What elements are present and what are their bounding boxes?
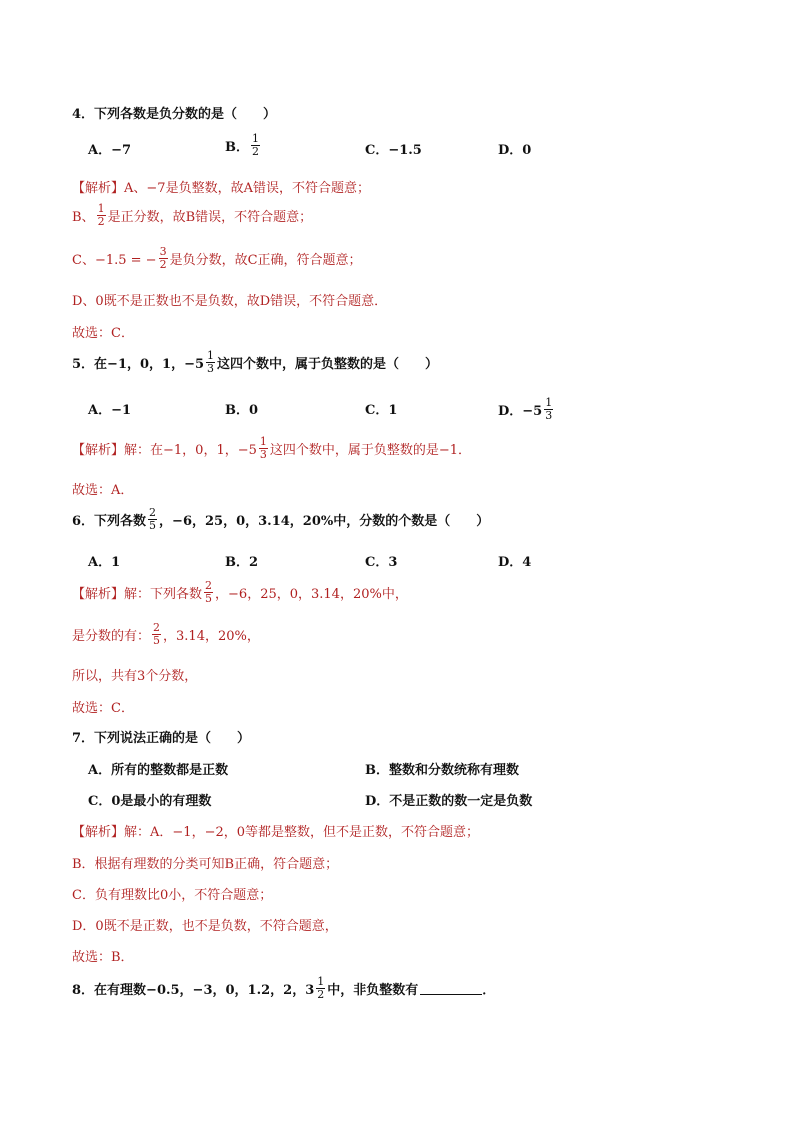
q7-option-d: D．不是正数的数一定是负数	[365, 794, 533, 809]
solution-tag: 【解析】	[72, 443, 125, 458]
q5-option-d	[498, 397, 555, 422]
q6-option-b: B．2	[225, 555, 259, 570]
numerator: 2	[205, 579, 213, 592]
denominator: 2	[252, 145, 259, 158]
q5-option-b: B．0	[225, 403, 259, 418]
q7-option-a: A．所有的整数都是正数	[88, 763, 229, 778]
numerator: 1	[317, 975, 325, 988]
denominator: 5	[205, 592, 213, 605]
denominator: 2	[97, 215, 105, 228]
fraction	[259, 436, 268, 461]
solution-text: ，−6，25，0，3.14，20%中，	[215, 587, 408, 602]
fraction	[204, 580, 213, 605]
solution-text: A、−7是负整数，故A错误，不符合题意；	[124, 181, 370, 196]
numerator: 3	[159, 245, 167, 258]
q5-answer: 故选：A．	[72, 483, 134, 498]
question-8-stem	[72, 976, 495, 1001]
q7-solution-line-1	[72, 821, 479, 840]
fraction	[148, 507, 157, 532]
q6-answer: 故选：C．	[72, 701, 134, 716]
solution-text: 是负分数，故C正确，符合题意；	[169, 253, 362, 268]
question-7-stem: 7．下列说法正确的是（ ）	[72, 731, 251, 746]
stem-text: 6．下列各数	[72, 514, 147, 529]
numerator: 1	[97, 202, 105, 215]
q6-option-d: D．4	[498, 555, 532, 570]
numerator: 2	[149, 506, 157, 519]
q5-option-a: A．−1	[88, 403, 132, 418]
solution-text: ，3.14，20%，	[163, 629, 260, 644]
fraction	[544, 397, 553, 422]
question-4-stem: 4．下列各数是负分数的是（ ）	[72, 107, 277, 122]
question-5-stem	[72, 350, 438, 375]
answer-blank[interactable]	[420, 982, 482, 995]
numerator: 1	[259, 435, 267, 448]
fraction	[251, 133, 260, 158]
q4-option-b-label: B．	[225, 140, 249, 155]
fraction	[159, 246, 168, 271]
q4-solution-line-2	[72, 203, 312, 228]
stem-text: 这四个数中，属于负整数的是（ ）	[217, 357, 439, 372]
solution-text: 是正分数，故B错误，不符合题意；	[107, 210, 313, 225]
solution-tag: 【解析】	[72, 825, 125, 840]
q4-option-d: D．0	[498, 143, 532, 158]
solution-text: 解：下列各数	[124, 587, 203, 602]
q5-solution-line-1	[72, 436, 471, 461]
solution-text: C、−1.5 = −	[72, 253, 157, 268]
denominator: 3	[545, 409, 553, 422]
fraction	[152, 622, 161, 647]
q4-option-b	[225, 133, 262, 158]
q7-answer: 故选：B．	[72, 950, 134, 965]
numerator: 2	[153, 621, 161, 634]
q6-solution-line-2	[72, 622, 260, 647]
q6-option-a: A．1	[88, 555, 121, 570]
denominator: 5	[149, 519, 157, 532]
q7-solution-line-2: B．根据有理数的分类可知B正确，符合题意；	[72, 857, 339, 872]
solution-tag: 【解析】	[72, 181, 125, 196]
denominator: 2	[317, 988, 325, 1001]
q7-solution-line-3: C．负有理数比0小，不符合题意；	[72, 888, 273, 903]
stem-text: 5．在−1，0，1，−5	[72, 357, 205, 372]
q4-solution-line-3	[72, 246, 362, 271]
q7-option-c: C．0是最小的有理数	[88, 794, 212, 809]
solution-text: 是分数的有：	[72, 629, 151, 644]
q7-option-b: B．整数和分数统称有理数	[365, 763, 519, 778]
q5-option-d-label: D．−5	[498, 404, 543, 419]
q5-option-c: C．1	[365, 403, 398, 418]
q4-answer: 故选：C．	[72, 326, 134, 341]
solution-text: 解：在−1，0，1，−5	[124, 443, 257, 458]
denominator: 5	[153, 634, 161, 647]
fraction	[206, 350, 215, 375]
q6-solution-line-3: 所以，共有3个分数，	[72, 669, 198, 684]
q4-solution-line-1	[72, 177, 370, 196]
q4-option-a: A．−7	[88, 143, 132, 158]
stem-text: 8．在有理数−0.5，−3，0，1.2，2，3	[72, 983, 315, 998]
denominator: 2	[159, 258, 167, 271]
solution-text: 这四个数中，属于负整数的是−1．	[269, 443, 472, 458]
q4-option-c: C．−1.5	[365, 143, 422, 158]
denominator: 3	[207, 362, 215, 375]
stem-text: ，−6，25，0，3.14，20%中，分数的个数是（ ）	[159, 514, 490, 529]
solution-text: 解：A．−1，−2，0等都是整数，但不是正数，不符合题意；	[124, 825, 480, 840]
q7-solution-line-4: D．0既不是正数，也不是负数，不符合题意，	[72, 919, 338, 934]
fraction	[97, 203, 106, 228]
numerator: 1	[252, 132, 259, 145]
solution-text: B、	[72, 210, 95, 225]
stem-text: 中，非负整数有	[327, 983, 419, 998]
q6-solution-line-1	[72, 580, 408, 605]
q6-option-c: C．3	[365, 555, 398, 570]
stem-text: ．	[482, 983, 496, 998]
numerator: 1	[545, 396, 553, 409]
denominator: 3	[259, 448, 267, 461]
question-6-stem	[72, 507, 489, 532]
numerator: 1	[207, 349, 215, 362]
q4-solution-line-4: D、0既不是正数也不是负数，故D错误，不符合题意．	[72, 294, 388, 309]
fraction	[316, 976, 325, 1001]
solution-tag: 【解析】	[72, 587, 125, 602]
